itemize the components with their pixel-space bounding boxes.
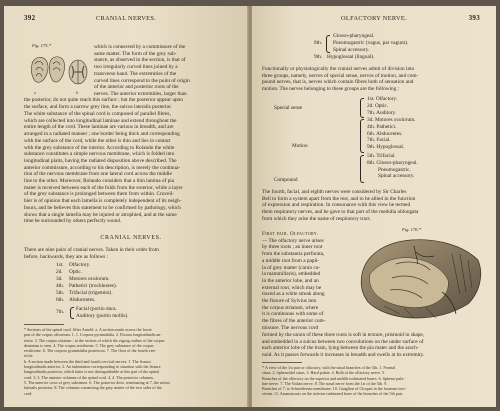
olfactory-heading: First pair. Olfactory. [262, 231, 319, 237]
footnote-line: b. A section made between the third and fourth cervical nerves. 1. The fissura [24, 358, 151, 364]
list-item: 1st. Olfactory. [56, 262, 91, 268]
footnote-line: longitudinalis posterior, which latter is not distinguishable at this part of the spinal [24, 369, 159, 375]
list-item: Auditory (portio mollis). [76, 312, 129, 319]
list-item: 6th. Abducentes. [367, 130, 403, 137]
footnote-rule [24, 324, 64, 325]
right-page-number: 393 [468, 14, 480, 22]
right-para-1-line: pound nerves, that is, nerves which contain fibres both of sensation and [262, 79, 414, 86]
left-para-1-line: nerves. The anterior extremities, larger than [94, 90, 187, 97]
left-para-1-line: two irregularly curved lines joined by a [94, 64, 178, 71]
left-para-2-line: which are collected into longitudinal laminae and extend throughout the [24, 117, 177, 124]
brace-mark [360, 155, 364, 183]
left-para-2-line: with the grey substance of the interior. According to Rolando the white [24, 144, 175, 151]
list-item: 9th. Hypoglossal. [367, 144, 405, 151]
right-para-2-line: from which they arise the name of respiratory tract. [262, 215, 371, 222]
left-para-2-line: of the grey substance is prolonged between them from within. Cruveil- [24, 191, 175, 198]
olfactory-line: by three roots ; an inner root [262, 244, 323, 251]
list-item: 8th. Glosso-pharyngeal. [367, 159, 418, 166]
cranial-nerve-list [56, 262, 117, 305]
right-footnote [262, 365, 484, 397]
list-item: 3d. Motores oculorum. [367, 117, 416, 123]
brace-mark [326, 35, 330, 53]
olfactory-line: external root, which may be [262, 284, 322, 291]
svg-text:b: b [76, 90, 78, 95]
list-item: 7th. Facial. [367, 137, 391, 144]
list-item: 2d. Optic. [367, 102, 389, 109]
olfactory-line: it is continuous with some of [262, 311, 324, 318]
group-label: Special sense [274, 105, 303, 111]
list-item: 8th. Pneumogastric (vagus, par vagum). [314, 40, 409, 47]
left-page [4, 6, 248, 407]
cranial-nerves-heading: CRANIAL NERVES. [100, 235, 162, 241]
left-para-1-line: the posterior, do not quite reach this surface ; but the posterior appear upon [24, 97, 183, 103]
list-item: 1st. Olfactory. [367, 96, 398, 102]
left-para-2-line: substance constitutes a simple nervous membrane, which is folded into [24, 151, 175, 158]
left-para-2 [24, 111, 238, 225]
footnote-line: sinus. 2. Sphenoidal sinus. 3. Hard palate. 4. Bulb of the olfactory nerve. 5. [262, 370, 386, 376]
right-para-1 [262, 66, 484, 93]
list-item: 3d. Motores oculorum. [56, 276, 110, 283]
list-item: 2d. Optic. [56, 269, 83, 276]
olfactory-line: the fibres of the anterior com- [262, 318, 326, 325]
group-label: Compound [274, 177, 298, 183]
right-para-2-line: The fourth, facial, and eighth nerves were considered by Sir Charles [262, 189, 407, 195]
left-para-2-line: arranged in a radiated manner ; one border being thick and corresponding [24, 131, 180, 138]
right-para-2-line: of expression and respiration. In consonance with this view he termed [262, 202, 411, 209]
left-para-2-line: mater is received between each of the folds from the exterior, while a layer [24, 184, 183, 191]
left-para-2-line: with the surface of the cord, while the other is thin and lies in contact [24, 137, 171, 144]
right-page [252, 6, 496, 407]
cranial-intro-line: There are nine pairs of cranial nerves. Taken in their order from [24, 247, 159, 253]
right-para-1-line: motion. The nerves belonging to these groups are the following : [262, 86, 400, 93]
left-footnote [24, 327, 238, 396]
olfactory-line: missure. The nervous cord [262, 324, 319, 331]
olfactory-line: la mammillaris), embedded [262, 271, 321, 278]
footnote-line: Branches of the olfactory on the superior and middle turbinated bones. 6. Spheno-pala- [262, 375, 405, 381]
olfactory-line: each anterior lobe of the brain, lying between the pia mater and the arach- [262, 345, 419, 352]
left-para-2-line: time be surrounded by others perfectly sound. [24, 218, 122, 225]
right-para-1-line: three groups, namely, nerves of special sense, nerves of motion, and com- [262, 72, 419, 79]
list-item: Spinal accessory. [378, 173, 415, 180]
list-item: Spinal accessory. [333, 47, 370, 54]
seventh-nerve-number: 7th. [56, 309, 65, 315]
left-para-1-line: which is connected by a commissure of the [94, 44, 186, 50]
right-running-head [252, 14, 496, 26]
footnote-line: tricle. [24, 353, 34, 359]
olfactory-line: the fissure of Sylvius into [262, 298, 317, 305]
brace-mark [360, 119, 364, 153]
left-para-2-line: anterior commissure, according to his description, is merely the continua- [24, 164, 181, 171]
list-item: Facial (portio dura. [76, 306, 117, 312]
footnote-line: restiforme. 6. The corpora pyramidalia posteriora. 7. The floor of the fourth ven- [24, 348, 156, 354]
list-item: 4th. Pathetici. [367, 123, 397, 130]
fig-176-label: Fig. 176.* [402, 227, 422, 232]
group-items [367, 153, 418, 180]
list-item: 4th. Pathetici (trochleares). [56, 283, 117, 290]
olfactory-line: the corpus striatum, where [262, 304, 319, 311]
footnote-line: sivum. 11. Anastomosis on the inferior turbinated bone of the branches of the 5th pair. [262, 391, 403, 397]
list-item: Glosso-pharyngeal. [333, 33, 375, 39]
left-para-1-line: stance, as observed in the section, is that of [94, 57, 186, 64]
left-para-2-line: longitudinal plaits, having the radiated disposition above described. The [24, 157, 177, 164]
right-running-title: OLFACTORY NERVE. [341, 15, 407, 22]
left-page-number: 392 [24, 14, 36, 22]
olfactory-line: noid. As it passes forwards it increases in breadth and swells at its extremity. [262, 352, 425, 359]
footnote-line: 5. The anterior cross of grey substance. 6. The posterior ditto, terminating at 7, the sulcus [24, 379, 171, 385]
group-label: Motion [292, 143, 308, 149]
footnote-line: * A view of the 1st pair or olfactory, with the nasal branches of the 5th. 1. Frontal [262, 365, 396, 370]
cranial-intro [24, 247, 238, 260]
list-item: 5th. Trifacial (trigemini). [56, 290, 113, 297]
footnote-rule [262, 362, 302, 363]
left-para-1-line: of the anterior and posterior roots of the [94, 84, 179, 91]
left-para-2-line: tion of the nervous membrane from one lateral cord across the middle [24, 171, 172, 178]
footnote-line: part of the corpus olivarium. 1, 1. Corpora pyramidalia. 2. Fissura longitudinalis an- [24, 332, 162, 338]
remaining-nerve-list [314, 33, 408, 61]
footnote-line: lateralis posterior. 8. The columns connecting the grey matter of the two sides of the [24, 385, 162, 391]
group-items [367, 117, 416, 151]
right-para-1-line: Functionally or physiologically the cranial nerves admit of division into [262, 66, 415, 72]
left-running-title: CRANIAL NERVES. [95, 15, 157, 22]
left-para-2-line: entire length of the cord. These laminae are various in breadth, and are [24, 124, 174, 131]
olfactory-line: and embedded in a sulcus between two convolutions on the under surface of [262, 338, 424, 345]
olfactory-line: traced as a white streak along [262, 291, 325, 298]
brace-mark [360, 98, 364, 118]
footnote-line: dentatum is seen. 4. The corpus restiforme. 5. The grey substance of the corpus [24, 342, 154, 348]
footnote-line: cord. 3, 3. The anterior columns of the spinal cord. 4, 4. The posterior columns. [24, 374, 155, 380]
list-item: Pneumogastric. [378, 166, 411, 173]
right-para-2-line: them respiratory nerves, and he gave to that part of the medulla oblongata [262, 209, 419, 216]
left-para-1-cont [24, 97, 238, 110]
list-item: 7th. Auditory. [367, 109, 397, 116]
olfactory-line: la of grey matter (carun cu- [262, 264, 321, 271]
left-para-2-line: shows that a single lamella may be injured or atrophied, and at the same [24, 211, 177, 218]
olfactory-nerve-figure [356, 234, 486, 322]
spinal-cord-section-figure [28, 52, 90, 98]
left-para-2-line: hier is of opinion that each lamella is completely independent of its neigh- [24, 198, 182, 205]
olfactory-line: from the substantia perforata, [262, 251, 325, 258]
footnote-line: Branches of 7, to Schneiderian membrane. 10. Ganglion of Cloquet in the foramen inci- [262, 386, 406, 392]
list-item: 9th. Hypoglossal (lingual). [314, 54, 375, 61]
footnote-line: tine nerve. 7. The Vidian nerve. 8. The nasal nerve from the 1st of the 5th. 9. [262, 380, 388, 386]
footnote-line: terior. 3. The corpus striatum ; in the section of which the zigzag outline of the corpus [24, 337, 165, 343]
left-para-2-line: The white substance of the spinal cord is composed of parallel fibres, [24, 111, 171, 117]
footnote-line: * Sections of the spinal cord. After Arnold. a. A section made across the lower [24, 327, 152, 332]
olfactory-line: in the anterior lobe, and an [262, 277, 319, 284]
olfactory-paragraph-cont [262, 332, 484, 359]
left-para-1 [94, 44, 236, 98]
left-para-1-line: the surface, and form a narrow grey line, the sulcus lateralis posterior. [24, 103, 172, 110]
footnote-line: longitudinalis anterior. 2. An indentation corresponding to situation with the fissura [24, 364, 161, 370]
olfactory-line: formed by the union of these three roots is soft in texture, prismoid in shape, [262, 332, 425, 338]
cranial-intro-line: before, backwards, they are as follows : [24, 253, 109, 260]
svg-text:a: a [34, 90, 36, 95]
left-para-2-line: line to the other. Moreover, Rolando considers that a thin lamina of pia [24, 178, 175, 185]
right-para-2 [262, 189, 484, 223]
left-para-1-line: same matter. The form of the grey sub- [94, 50, 177, 57]
list-item: 6th. Abducentes. [56, 297, 96, 304]
footnote-line: cord. [24, 390, 33, 396]
fig-175-label: Fig. 175.* [32, 43, 52, 48]
brace-mark [70, 307, 74, 319]
left-running-head [4, 14, 248, 26]
right-para-2-line: Bell to form a system apart from the rest, and to be allied in the function [262, 195, 416, 202]
olfactory-line: a middle root from a papil- [262, 257, 320, 264]
group-items [367, 96, 397, 116]
olfactory-line: — The olfactory nerve arises [262, 237, 324, 244]
left-para-1-line: transverse band. The extremities of the [94, 70, 177, 77]
olfactory-paragraph [262, 231, 356, 332]
list-item: 5th. Trifacial. [367, 153, 396, 159]
left-para-1-line: curved lines correspond to the point of origin [94, 77, 190, 84]
left-para-2-line: bours, and he believes this statement to be confirmed by pathology, which [24, 204, 181, 211]
